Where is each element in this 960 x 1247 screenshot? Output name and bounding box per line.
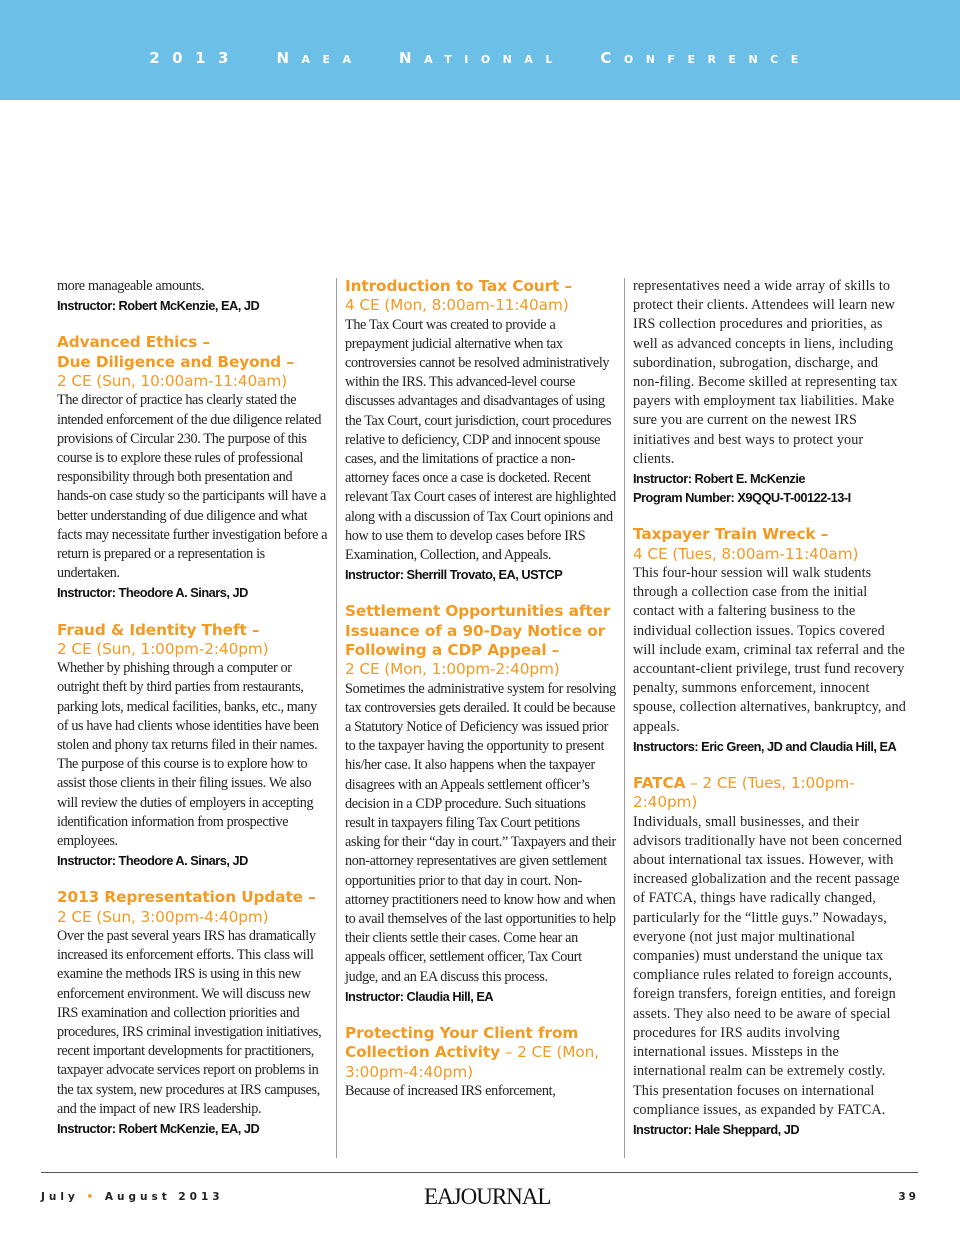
course-heading xyxy=(345,277,617,316)
issue-month-year: August 2013 xyxy=(104,1191,224,1203)
instructor-line: Instructor: Hale Sheppard, JD xyxy=(633,1121,800,1137)
column-divider xyxy=(336,278,337,1158)
course-title: Following a CDP Appeal – xyxy=(345,641,560,660)
banner-letter: C xyxy=(600,49,624,67)
course-schedule: 4 CE (Tues, 8:00am-11:40am) xyxy=(633,544,859,563)
heading-line xyxy=(633,525,908,544)
course-title: Protecting Your Client from xyxy=(345,1024,579,1043)
banner-letter: N xyxy=(276,49,302,67)
issue-date xyxy=(41,1191,224,1203)
column-3 xyxy=(633,277,908,1139)
course-title: Due Diligence and Beyond – xyxy=(57,352,294,371)
heading-line xyxy=(57,640,329,659)
course-heading xyxy=(345,602,617,679)
spacer xyxy=(345,1006,617,1024)
heading-line xyxy=(345,1043,617,1062)
date-separator: • xyxy=(86,1191,98,1203)
course-description: Sometimes the administrative system for resolving tax controversies gets derailed. It could be because a Statutory Notice of Deficiency was issued prior to the taxpayer having the opportunity to present his/her case. It also happens when the taxpayer disagrees with an Appeals settlement officer’s decision in a CDP procedure. Such situations result in taxpayers filing Tax Court petitions asking for their “day in court.” Taxpayers and their non-attorney representatives are given settlement opportunities prior to that day in court. Non-attorney practitioners need to know how and when to avail themselves of the last opportunities to help their clients settle their cases. Come hear an appeals officer, settlement officer, Tax Court judge, and an EA discuss this process. xyxy=(345,680,616,985)
instructor-line: Instructor: Theodore A. Sinars, JD xyxy=(57,585,248,601)
instructor-line: Instructor: Claudia Hill, EA xyxy=(345,988,494,1004)
course-description: more manageable amounts. xyxy=(57,278,205,294)
heading-line xyxy=(345,622,617,641)
course-schedule: 4 CE (Mon, 8:00am-11:40am) xyxy=(345,296,569,315)
course-title: Issuance of a 90-Day Notice or xyxy=(345,621,606,640)
course-heading xyxy=(345,1024,617,1082)
banner-word: AEA xyxy=(301,53,364,66)
heading-line xyxy=(57,908,329,927)
heading-line xyxy=(345,1063,617,1082)
heading-line xyxy=(57,372,329,391)
heading-line xyxy=(345,296,617,315)
spacer xyxy=(57,315,329,333)
instructor-line: Instructor: Theodore A. Sinars, JD xyxy=(57,853,248,869)
page-number: 39 xyxy=(898,1191,919,1203)
course-description: Because of increased IRS enforcement, xyxy=(345,1082,556,1099)
instructor-line: Instructor: Robert McKenzie, EA, JD xyxy=(57,298,260,314)
course-title: FATCA xyxy=(633,774,686,793)
course-title: Taxpayer Train Wreck – xyxy=(633,525,829,544)
heading-line xyxy=(345,660,617,679)
course-schedule: 2 CE (Mon, 1:00pm-2:40pm) xyxy=(345,660,560,679)
conference-banner xyxy=(0,0,960,100)
course-description: This four-hour session will walk students through a collection case from the initial contact with a faltering business to the individual collection issues. Topics covered will include exam, criminal tax referral and the accountant-client privilege, trust fund recovery penalty, summons enforcement, innocent spouse, collection alternatives, bankruptcy, and appeals. xyxy=(633,565,906,735)
instructor-line: Program Number: X9QQU-T-00122-13-I xyxy=(633,490,851,506)
column-2 xyxy=(345,277,617,1101)
instructor-line: Instructors: Eric Green, JD and Claudia Hill, EA xyxy=(633,738,897,754)
heading-line xyxy=(345,1024,617,1043)
course-schedule: – 2 CE (Mon, xyxy=(500,1043,599,1062)
course-schedule: 2 CE (Sun, 1:00pm-2:40pm) xyxy=(57,639,269,658)
course-schedule: 2 CE (Sun, 3:00pm-4:40pm) xyxy=(57,907,269,926)
heading-line xyxy=(57,333,329,352)
heading-line xyxy=(345,602,617,621)
course-title: Fraud & Identity Theft – xyxy=(57,620,260,639)
issue-month: July xyxy=(41,1191,79,1203)
column-1 xyxy=(57,277,329,1138)
instructor-line: Instructor: Robert E. McKenzie xyxy=(633,471,805,487)
spacer xyxy=(345,584,617,602)
heading-line xyxy=(57,353,329,372)
heading-line xyxy=(57,621,329,640)
heading-line xyxy=(57,888,329,907)
course-description: Over the past several years IRS has dramatically increased its enforcement efforts. This class will examine the methods IRS is using in this new enforcement environment. We will discuss new IRS examination and collection priorities and procedures, IRS criminal investigation initiatives, recent important developments for practitioners, taxpayer advocate services report on problems in the tax system, new procedures at IRS campuses, and the impact of new IRS leadership. xyxy=(57,927,322,1117)
spacer xyxy=(57,603,329,621)
heading-line xyxy=(633,774,908,813)
course-title: Advanced Ethics – xyxy=(57,333,211,352)
banner-word: ATIONAL xyxy=(424,53,565,66)
course-heading xyxy=(633,525,908,564)
spacer xyxy=(57,870,329,888)
course-title: 2013 Representation Update – xyxy=(57,888,316,907)
banner-letter: N xyxy=(399,49,425,67)
course-schedule: 2 CE (Sun, 10:00am-11:40am) xyxy=(57,372,288,390)
course-description: The director of practice has clearly stated the intended enforcement of the due diligence related provisions of Circular 230. The purpose of this course is to explore these rules of professional responsibility through both presentation and hands-on case study so the participants will have a better understanding of due diligence and what facts may necessitate further investigation before a return is prepared or a representation is undertaken. xyxy=(57,392,328,582)
course-heading xyxy=(633,774,908,813)
banner-title xyxy=(0,49,960,67)
course-schedule: – 2 CE (Tues, 1:00pm-2:40pm) xyxy=(633,774,855,812)
instructor-line: Instructor: Sherrill Trovato, EA, USTCP xyxy=(345,567,563,583)
course-title: Collection Activity xyxy=(345,1043,501,1062)
spacer xyxy=(633,507,908,525)
spacer xyxy=(633,756,908,774)
course-heading xyxy=(57,621,329,660)
course-title: Settlement Opportunities after xyxy=(345,602,611,621)
heading-line xyxy=(345,277,617,296)
course-schedule: 3:00pm-4:40pm) xyxy=(345,1062,474,1081)
course-heading xyxy=(57,888,329,927)
ea-journal-logo: EAJOURNAL xyxy=(424,1184,551,1209)
course-description: The Tax Court was created to provide a prepayment judicial alternative when tax controversies cannot be resolved administratively within the IRS. This advanced-level course discusses advantages and disadvantages of using the Tax Court, court jurisdiction, court procedures relative to deficiency, CDP and innocent spouse cases, and the limitations of practice a non-attorney faces once a case is docketed. Recent relevant Tax Court cases of interest are highlighted along with a discussion of Tax Court opinions and how to use them to develop cases before IRS Examination, Collection, and Appeals. xyxy=(345,316,616,564)
course-heading xyxy=(57,333,329,391)
banner-year: 2013 xyxy=(149,49,241,67)
heading-line xyxy=(633,545,908,564)
footer-rule xyxy=(41,1172,918,1173)
column-divider xyxy=(624,278,625,1158)
course-description: Whether by phishing through a computer or outright theft by third parties from restaurants, parking lots, medical facilities, banks, etc., many of us have had clients whose identities have been stolen and phony tax returns filed in their names. The purpose of this course is to explore how to assist those clients in their filing issues. We also will review the duties of employers in accepting identification information from prospective employees. xyxy=(57,660,319,849)
heading-line xyxy=(345,641,617,660)
course-description: Individuals, small businesses, and their advisors traditionally have not been concerned about international tax issues. However, with increased globalization and the recent passage of FATCA, things have radically changed, particularly for the “little guys.” Nowadays, everyone (not just major multinational companies) must understand the unique tax compliance rules related to foreign accounts, foreign transfers, foreign entities, and foreign assets. They also need to be aware of special procedures for IRS audits involving international issues. Missteps in the international realm can be extremely costly. This presentation focuses on international compliance issues, as expanded by FATCA. xyxy=(633,813,902,1118)
instructor-line: Instructor: Robert McKenzie, EA, JD xyxy=(57,1120,260,1136)
course-description: representatives need a wide array of skills to protect their clients. Attendees will learn new IRS collection procedures and priorities, as well as advanced concepts in liens, including subordination, subrogation, discharge, and non-filing. Become skilled at representing tax payers with employment tax liabilities. Make sure you are current on the newest IRS initiatives and best ways to protect your clients. xyxy=(633,278,898,467)
banner-word: ONFERENCE xyxy=(623,53,811,66)
course-title: Introduction to Tax Court – xyxy=(345,277,573,295)
